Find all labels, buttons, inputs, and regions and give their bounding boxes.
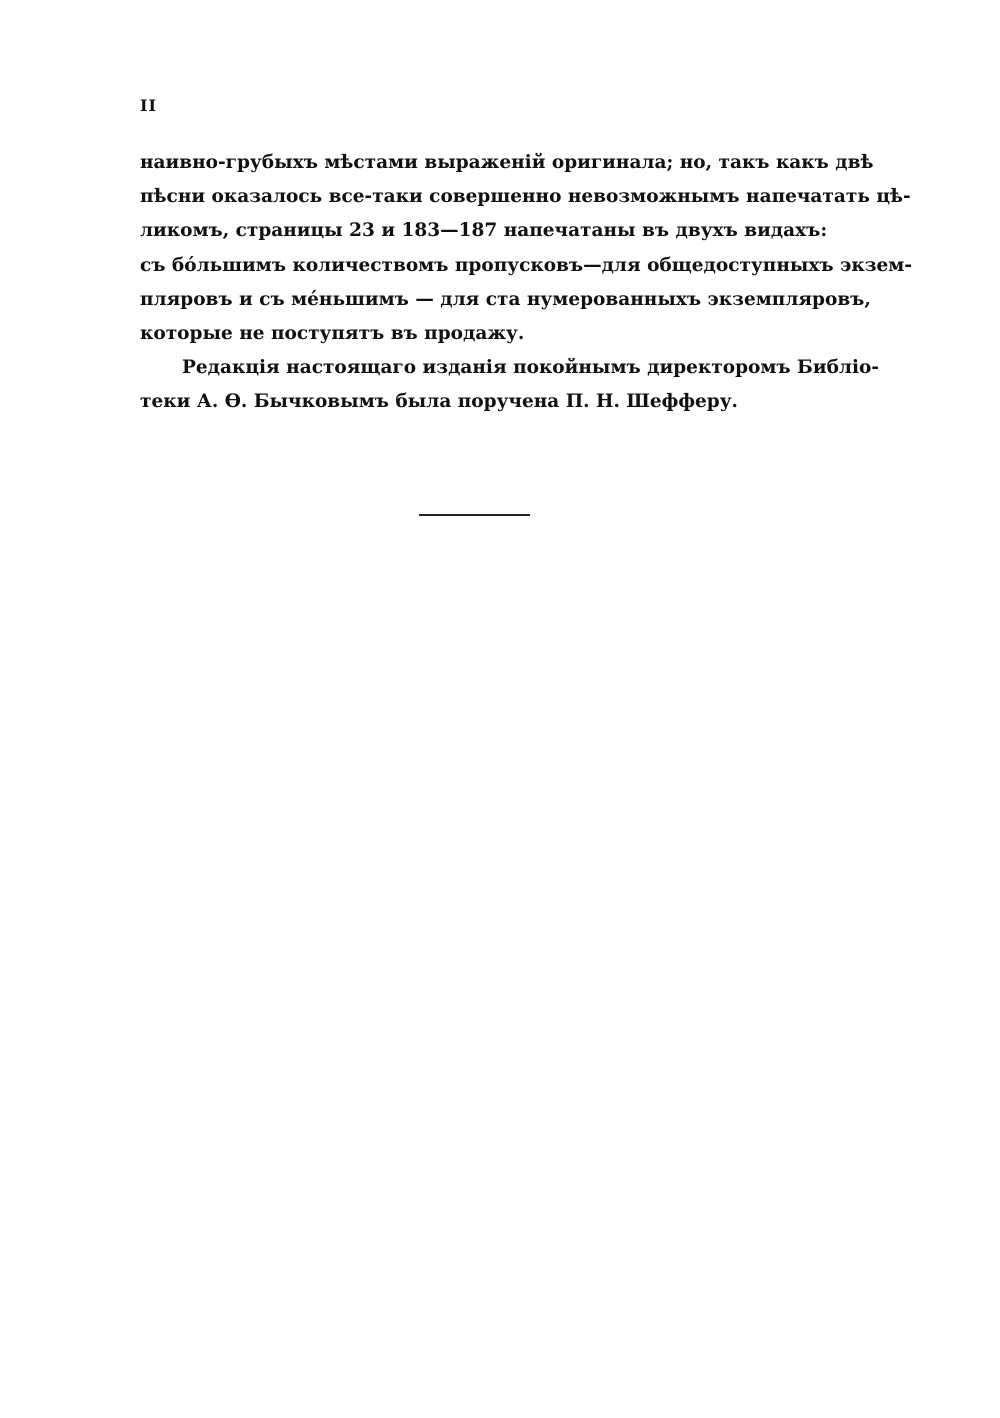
- text-line: которые не поступятъ въ продажу.: [140, 322, 525, 344]
- text-line: наивно-грубыхъ мѣстами выраженій оригинала; но, такъ какъ двѣ: [140, 152, 874, 173]
- text-line: теки А. Ѳ. Бычковымъ была поручена П. Н. Шефферу.: [140, 391, 738, 413]
- text-line: Редакція настоящаго изданія покойнымъ директоромъ Библіо-: [182, 357, 880, 379]
- paragraph: [140, 351, 880, 419]
- page-number: II: [140, 96, 157, 115]
- text-line: пляровъ и съ мéньшимъ — для ста нумерованныхъ экземпляровъ,: [140, 288, 871, 310]
- text-line: съ бо́льшимъ количествомъ пропусковъ—для общедоступныхъ экзем-: [140, 254, 913, 276]
- paragraph: [140, 146, 913, 351]
- text-line: ликомъ, страницы 23 и 183—187 напечатаны въ двухъ видахъ:: [140, 220, 828, 242]
- section-divider: [419, 514, 530, 516]
- body-text: [140, 146, 913, 420]
- text-line: пѣсни оказалось все-таки совершенно невозможнымъ напечатать цѣ-: [140, 186, 911, 208]
